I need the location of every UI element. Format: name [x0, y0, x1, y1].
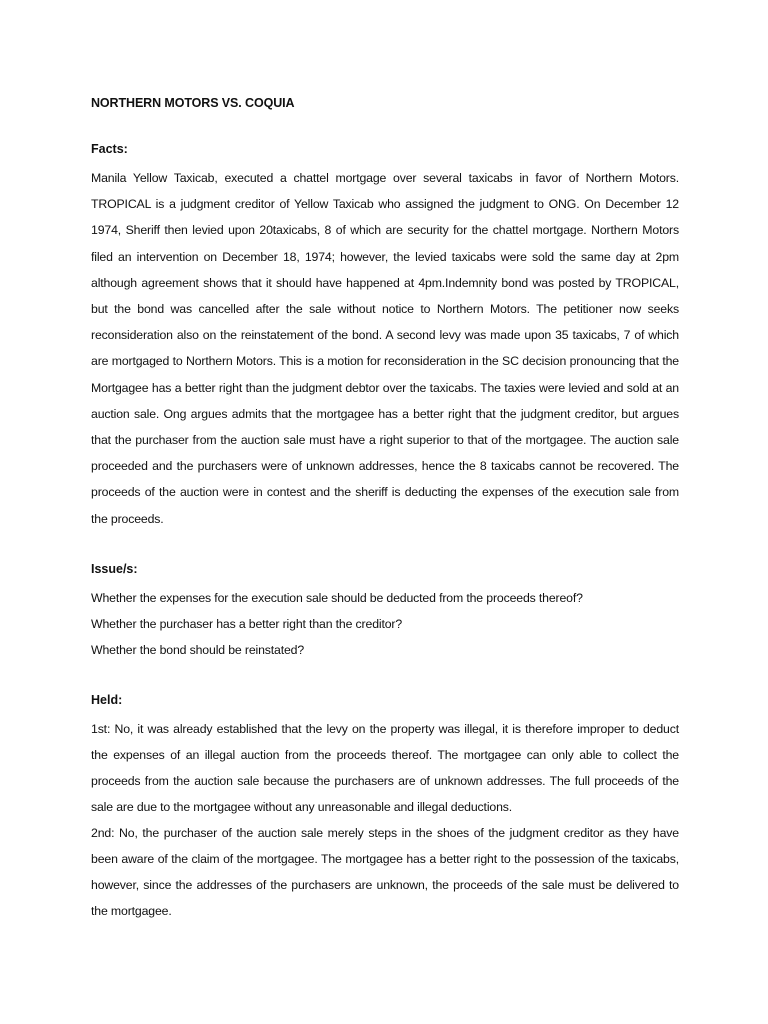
- issues-heading: Issue/s:: [91, 561, 138, 576]
- held-item-2: 2nd: No, the purchaser of the auction sale merely steps in the shoes of the judgment creditor as they have been aware of the claim of the mortgagee. The mortgagee has a better right to the possession of the taxicabs, however, since the addresses of the purchasers are unknown, the proceeds of the sale must be delivered to the mortgagee.: [91, 825, 679, 918]
- held-item-1: 1st: No, it was already established that the levy on the property was illegal, it is therefore improper to deduct the expenses of an illegal auction from the proceeds thereof. The mortgagee can only able to collect the proceeds from the auction sale because the purchasers are of unknown addresses. The full proceeds of the sale are due to the mortgagee without any unreasonable and illegal deductions.: [91, 721, 679, 814]
- issue-item-3: Whether the bond should be reinstated?: [91, 642, 305, 657]
- held-heading: Held:: [91, 692, 123, 707]
- document-title: NORTHERN MOTORS VS. COQUIA: [91, 96, 295, 110]
- document-page: [91, 94, 679, 924]
- facts-heading: Facts:: [91, 142, 128, 156]
- issue-item-2: Whether the purchaser has a better right than the creditor?: [91, 616, 403, 631]
- facts-body: Manila Yellow Taxicab, executed a chattel mortgage over several taxicabs in favor of Northern Motors. TROPICAL is a judgment creditor of Yellow Taxicab who assigned the judgment to ONG. On December 12 1974, Sheriff then levied upon 20taxicabs, 8 of which are security for the chattel mortgage. Northern Motors filed an intervention on December 18, 1974; however, the levied taxicabs were sold the same day at 2pm although agreement shows that it should have happened at 4pm.Indemnity bond was posted by TROPICAL, but the bond was cancelled after the sale without notice to Northern Motors. The petitioner now seeks reconsideration also on the reinstatement of the bond. A second levy was made upon 35 taxicabs, 7 of which are mortgaged to Northern Motors. This is a motion for reconsideration in the SC decision pronouncing that the Mortgagee has a better right than the judgment debtor over the taxicabs. The taxies were levied and sold at an auction sale. Ong argues admits that the mortgagee has a better right that the judgment creditor, but argues that the purchaser from the auction sale must have a right superior to that of the mortgagee. The auction sale proceeded and the purchasers were of unknown addresses, hence the 8 taxicabs cannot be recovered. The proceeds of the auction were in contest and the sheriff is deducting the expenses of the execution sale from the proceeds.: [91, 171, 679, 526]
- issue-item-1: Whether the expenses for the execution sale should be deducted from the proceeds thereof?: [91, 590, 583, 605]
